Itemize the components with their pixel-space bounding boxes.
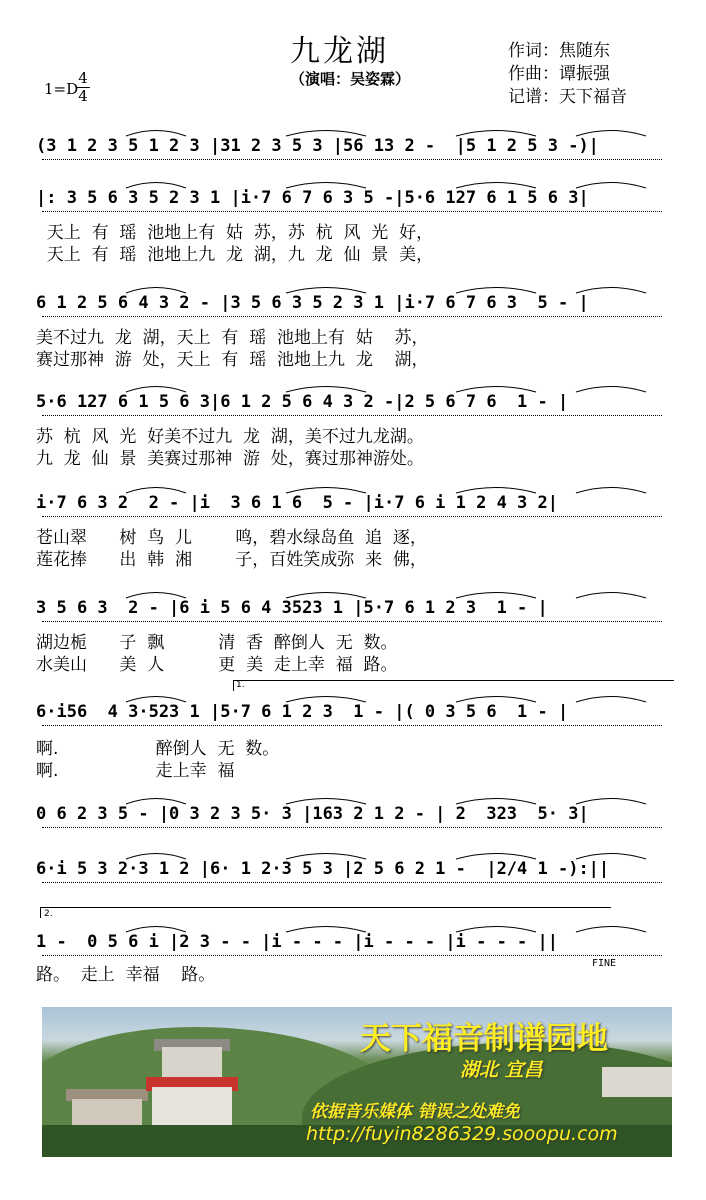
lyric-line: 天上 有 瑶 池地上九 龙 湖，九 龙 仙 景 美， xyxy=(36,245,434,265)
banner-note: 依据音乐媒体 错误之处难免 xyxy=(310,1102,520,1122)
banner-location: 湖北 宜昌 xyxy=(460,1059,543,1081)
beam-line xyxy=(42,955,662,956)
composer-credit: 作曲：谭振强 xyxy=(508,64,610,84)
banner-url[interactable]: http://fuyin8286329.sooopu.com xyxy=(306,1123,618,1145)
singer-credit: （演唱：吴姿霖） xyxy=(290,70,411,88)
lyric-line: 路。 走上 幸福 路。 xyxy=(36,965,216,985)
beam-line xyxy=(42,516,662,517)
credits-block xyxy=(508,40,627,109)
lyric-line: 美不过九 龙 湖，天上 有 瑶 池地上有 姑 苏， xyxy=(36,328,429,348)
lyric-line: 湖边栀 子 飘 清 香 醉倒人 无 数。 xyxy=(36,633,398,653)
slur-marks xyxy=(36,125,676,137)
volta-2-label: 2. xyxy=(44,909,53,919)
slur-marks xyxy=(36,177,676,189)
volta-1-label: 1. xyxy=(236,680,245,690)
lyric-line: 苏 杭 风 光 好美不过九 龙 湖，美不过九龙湖。 xyxy=(36,427,424,447)
transcriber-credit: 记谱：天下福音 xyxy=(508,87,627,107)
beam-line xyxy=(42,316,662,317)
score-row xyxy=(36,291,676,370)
volta-2-bracket xyxy=(40,907,611,918)
score-row xyxy=(36,186,676,265)
slur-marks xyxy=(36,691,676,703)
notation-line: 0 6 2 3 5 - |0 3 2 3 5· 3 |163 2 1 2 - | 2 323 5· 3| xyxy=(36,804,589,824)
beam-line xyxy=(42,621,662,622)
lyric-line: 水美山 美 人 更 美 走上幸 福 路。 xyxy=(36,655,398,675)
key-signature: 1=D xyxy=(44,80,79,98)
lyric-line: 赛过那神 游 处，天上 有 瑶 池地上九 龙 湖， xyxy=(36,350,429,370)
lyricist-credit: 作词：焦随东 xyxy=(508,41,610,61)
slur-marks xyxy=(36,482,676,494)
score-row xyxy=(36,857,676,897)
score-row xyxy=(36,134,676,174)
time-signature xyxy=(76,70,90,105)
banner-photo xyxy=(42,1007,672,1157)
notation-line: 6·i 5 3 2·3 1 2 |6· 1 2·3 5 3 |2 5 6 2 1 - |2/4 1 -):|| xyxy=(36,859,610,879)
lyric-line: 啊. 走上幸 福 xyxy=(36,761,235,781)
lyric-line: 天上 有 瑶 池地上有 姑 苏，苏 杭 风 光 好， xyxy=(36,223,434,243)
beam-line xyxy=(42,827,662,828)
slur-marks xyxy=(36,587,676,599)
notation-line: 1 - 0 5 6 i |2 3 - - |i - - - |i - - - |i - - - || xyxy=(36,932,558,952)
slur-marks xyxy=(36,282,676,294)
lyric-line: 苍山翠 树 鸟 儿 鸣，碧水绿岛鱼 追 逐， xyxy=(36,528,427,548)
notation-line: 6 1 2 5 6 4 3 2 - |3 5 6 3 5 2 3 1 |i·7 6 7 6 3 5 - | xyxy=(36,293,589,313)
notation-line: 6·i56 4 3·523 1 |5·7 6 1 2 3 1 - |( 0 3 5 6 1 - | xyxy=(36,702,569,722)
beam-line xyxy=(42,725,662,726)
beam-line xyxy=(42,159,662,160)
slur-marks xyxy=(36,381,676,393)
score-row xyxy=(36,930,676,985)
notation-line: i·7 6 3 2 2 - |i 3 6 1 6 5 - |i·7 6 i 1 2 4 3 2| xyxy=(36,493,558,513)
notation-line: 5·6 127 6 1 5 6 3|6 1 2 5 6 4 3 2 -|2 5 6 7 6 1 - | xyxy=(36,392,569,412)
slur-marks xyxy=(36,921,676,933)
score-row xyxy=(36,390,676,469)
slur-marks xyxy=(36,848,676,860)
slur-marks xyxy=(36,793,676,805)
notation-line: |: 3 5 6 3 5 2 3 1 |i·7 6 7 6 3 5 -|5·6 127 6 1 5 6 3| xyxy=(36,188,589,208)
notation-line: 3 5 6 3 2 - |6 i 5 6 4 3523 1 |5·7 6 1 2 3 1 - | xyxy=(36,598,548,618)
notation-line: (3 1 2 3 5 1 2 3 |31 2 3 5 3 |56 13 2 - |5 1 2 5 3 -)| xyxy=(36,136,599,156)
song-title: 九龙湖 xyxy=(290,34,389,69)
beam-line xyxy=(42,211,662,212)
volta-1-bracket xyxy=(233,680,674,691)
lyric-line: 莲花捧 出 韩 湘 子，百姓笑成弥 来 佛， xyxy=(36,550,427,570)
banner-title: 天下福音制谱园地 xyxy=(360,1021,608,1057)
score-row xyxy=(36,596,676,675)
score-row xyxy=(36,700,676,781)
time-top: 4 xyxy=(78,69,88,87)
fine-mark: FINE xyxy=(592,958,617,969)
lyric-line: 九 龙 仙 景 美赛过那神 游 处，赛过那神游处。 xyxy=(36,449,424,469)
time-bottom: 4 xyxy=(78,87,88,105)
beam-line xyxy=(42,415,662,416)
score-row xyxy=(36,491,676,570)
score-row xyxy=(36,802,676,842)
beam-line xyxy=(42,882,662,883)
lyric-line: 啊. 醉倒人 无 数。 xyxy=(36,739,280,759)
